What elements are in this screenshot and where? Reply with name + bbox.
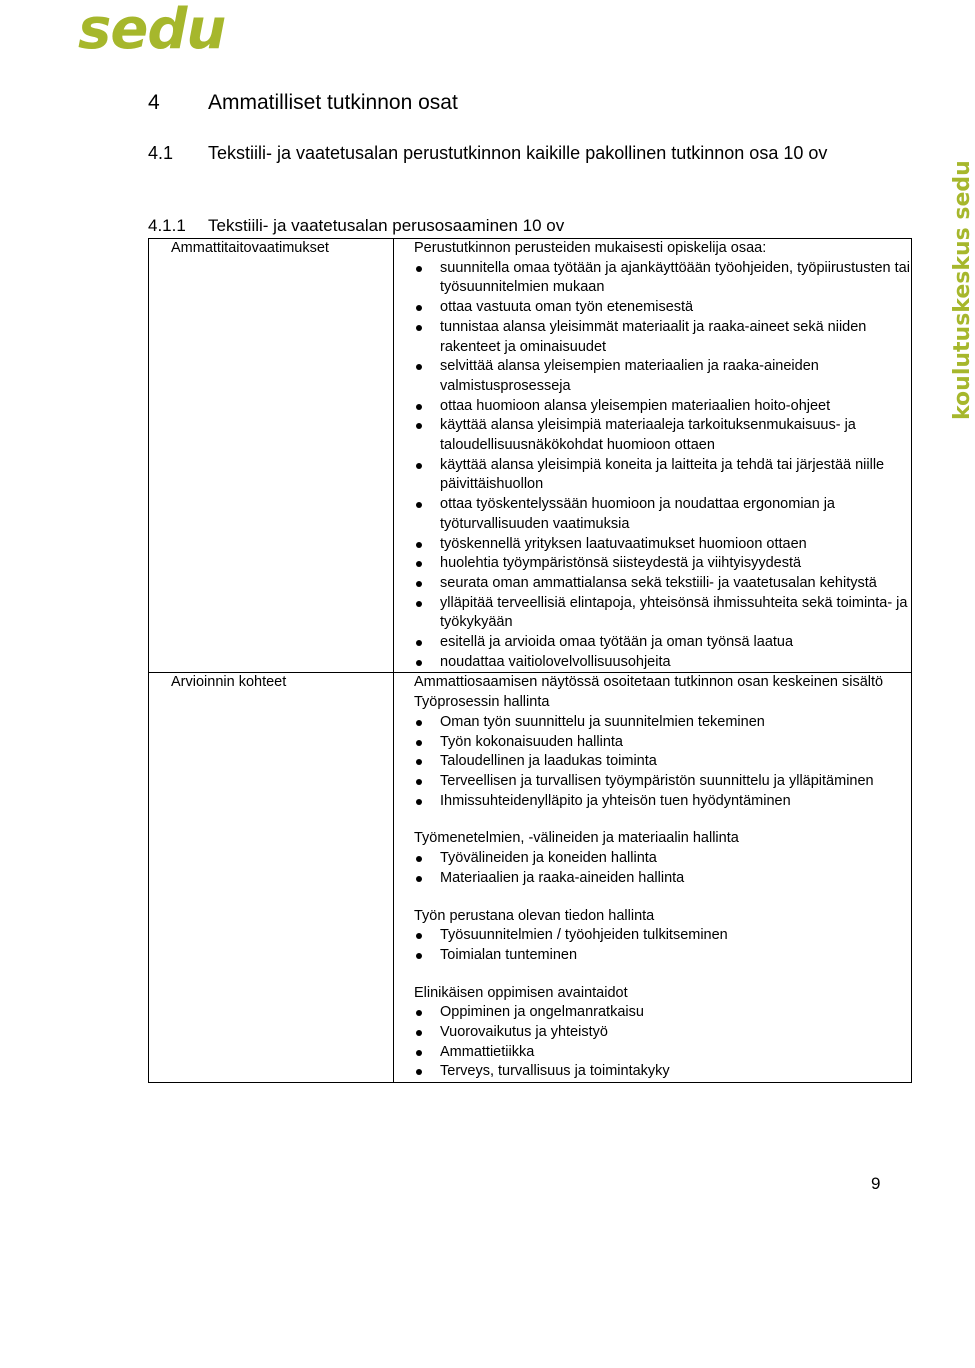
list-item: Toimialan tunteminen [414, 946, 911, 966]
list-item: suunnitella omaa työtään ja ajankäyttöään työohjeiden, työpiirustusten tai työsuunnitelmien mukaan [414, 259, 911, 298]
assessment-intro: Ammattiosaamisen näytössä osoitetaan tutkinnon osan keskeinen sisältö [414, 674, 884, 691]
list-item: noudattaa vaitiolovelvollisuusohjeita [414, 653, 911, 673]
list-item: Ammattietiikka [414, 1043, 911, 1063]
list-item: seurata oman ammattialansa sekä tekstiili- ja vaatetusalan kehitystä [414, 574, 911, 594]
list-item: huolehtia työympäristönsä siisteydestä ja viihtyisyydestä [414, 554, 911, 574]
requirements-table [148, 238, 912, 1083]
group-list [414, 926, 911, 965]
heading-level-3 [148, 215, 564, 237]
list-item: selvittää alansa yleisempien materiaalien ja raaka-aineiden valmistusprosesseja [414, 357, 911, 396]
heading-1-text: Ammatilliset tutkinnon osat [208, 91, 458, 114]
requirements-intro: Perustutkinnon perusteiden mukaisesti opiskelija osaa: [414, 240, 767, 256]
heading-1-number: 4 [148, 91, 160, 114]
heading-level-2 [148, 142, 918, 165]
group-list [414, 713, 911, 812]
assessment-groups [414, 693, 911, 1082]
koulutuskeskus-sedu-logo: koulutuskeskus sedu [950, 160, 975, 420]
list-item: käyttää alansa yleisimpiä koneita ja laitteita ja tehdä tai järjestää niille päivittäishuollon [414, 456, 911, 495]
group-title: Työprosessin hallinta [414, 694, 550, 711]
list-item: Materiaalien ja raaka-aineiden hallinta [414, 869, 911, 889]
list-item: Oppiminen ja ongelmanratkaisu [414, 1003, 911, 1023]
group-spacer [414, 966, 911, 984]
heading-3-text: Tekstiili- ja vaatetusalan perusosaaminen 10 ov [208, 216, 565, 235]
list-item: Terveellisen ja turvallisen työympäristön suunnittelu ja ylläpitäminen [414, 772, 911, 792]
list-item: ottaa huomioon alansa yleisempien materiaalien hoito-ohjeet [414, 397, 911, 417]
heading-level-1 [148, 90, 458, 116]
group-title: Työn perustana olevan tiedon hallinta [414, 907, 655, 924]
group-list [414, 849, 911, 888]
list-item: Työvälineiden ja koneiden hallinta [414, 849, 911, 869]
list-item: Oman työn suunnittelu ja suunnitelmien tekeminen [414, 713, 911, 733]
table-row-assessment [149, 673, 912, 1083]
list-item: Ihmissuhteidenylläpito ja yhteisön tuen hyödyntäminen [414, 792, 911, 812]
list-item: tunnistaa alansa yleisimmät materiaalit ja raaka-aineet sekä niiden rakenteet ja ominaisuudet [414, 318, 911, 357]
list-item: työskennellä yrityksen laatuvaatimukset huomioon ottaen [414, 535, 911, 555]
list-item: käyttää alansa yleisimpiä materiaaleja tarkoituksenmukaisuus- ja taloudellisuusnäkökohdat huomioon ottaen [414, 416, 911, 455]
list-item: Taloudellinen ja laadukas toiminta [414, 752, 911, 772]
row-label: Arvioinnin kohteet [149, 673, 394, 1083]
group-spacer [414, 889, 911, 907]
list-item: Terveys, turvallisuus ja toimintakyky [414, 1062, 911, 1082]
page-number: 9 [871, 1174, 881, 1193]
requirements-cell [394, 239, 912, 673]
heading-3-number: 4.1.1 [148, 216, 186, 235]
group-title: Elinikäisen oppimisen avaintaidot [414, 984, 628, 1001]
list-item: Työsuunnitelmien / työohjeiden tulkitseminen [414, 926, 911, 946]
group-title: Työmenetelmien, -välineiden ja materiaalin hallinta [414, 830, 739, 847]
list-item: ylläpitää terveellisiä elintapoja, yhteisönsä ihmissuhteita sekä toiminta- ja työkykyään [414, 594, 911, 633]
heading-2-number: 4.1 [148, 143, 174, 163]
sedu-logo: sedu [78, 0, 226, 62]
list-item: ottaa työskentelyssään huomioon ja noudattaa ergonomian ja työturvallisuuden vaatimuksia [414, 495, 911, 534]
table-row-requirements [149, 239, 912, 673]
list-item: esitellä ja arvioida omaa työtään ja oman työnsä laatua [414, 633, 911, 653]
assessment-cell [394, 673, 912, 1083]
requirements-list [414, 259, 911, 673]
row-label: Ammattitaitovaatimukset [149, 239, 394, 673]
group-list [414, 1003, 911, 1082]
list-item: Vuorovaikutus ja yhteistyö [414, 1023, 911, 1043]
list-item: Työn kokonaisuuden hallinta [414, 733, 911, 753]
heading-2-text: Tekstiili- ja vaatetusalan perustutkinnon kaikille pakollinen tutkinnon osa 10 ov [208, 143, 828, 163]
list-item: ottaa vastuuta oman työn etenemisestä [414, 298, 911, 318]
group-spacer [414, 811, 911, 829]
